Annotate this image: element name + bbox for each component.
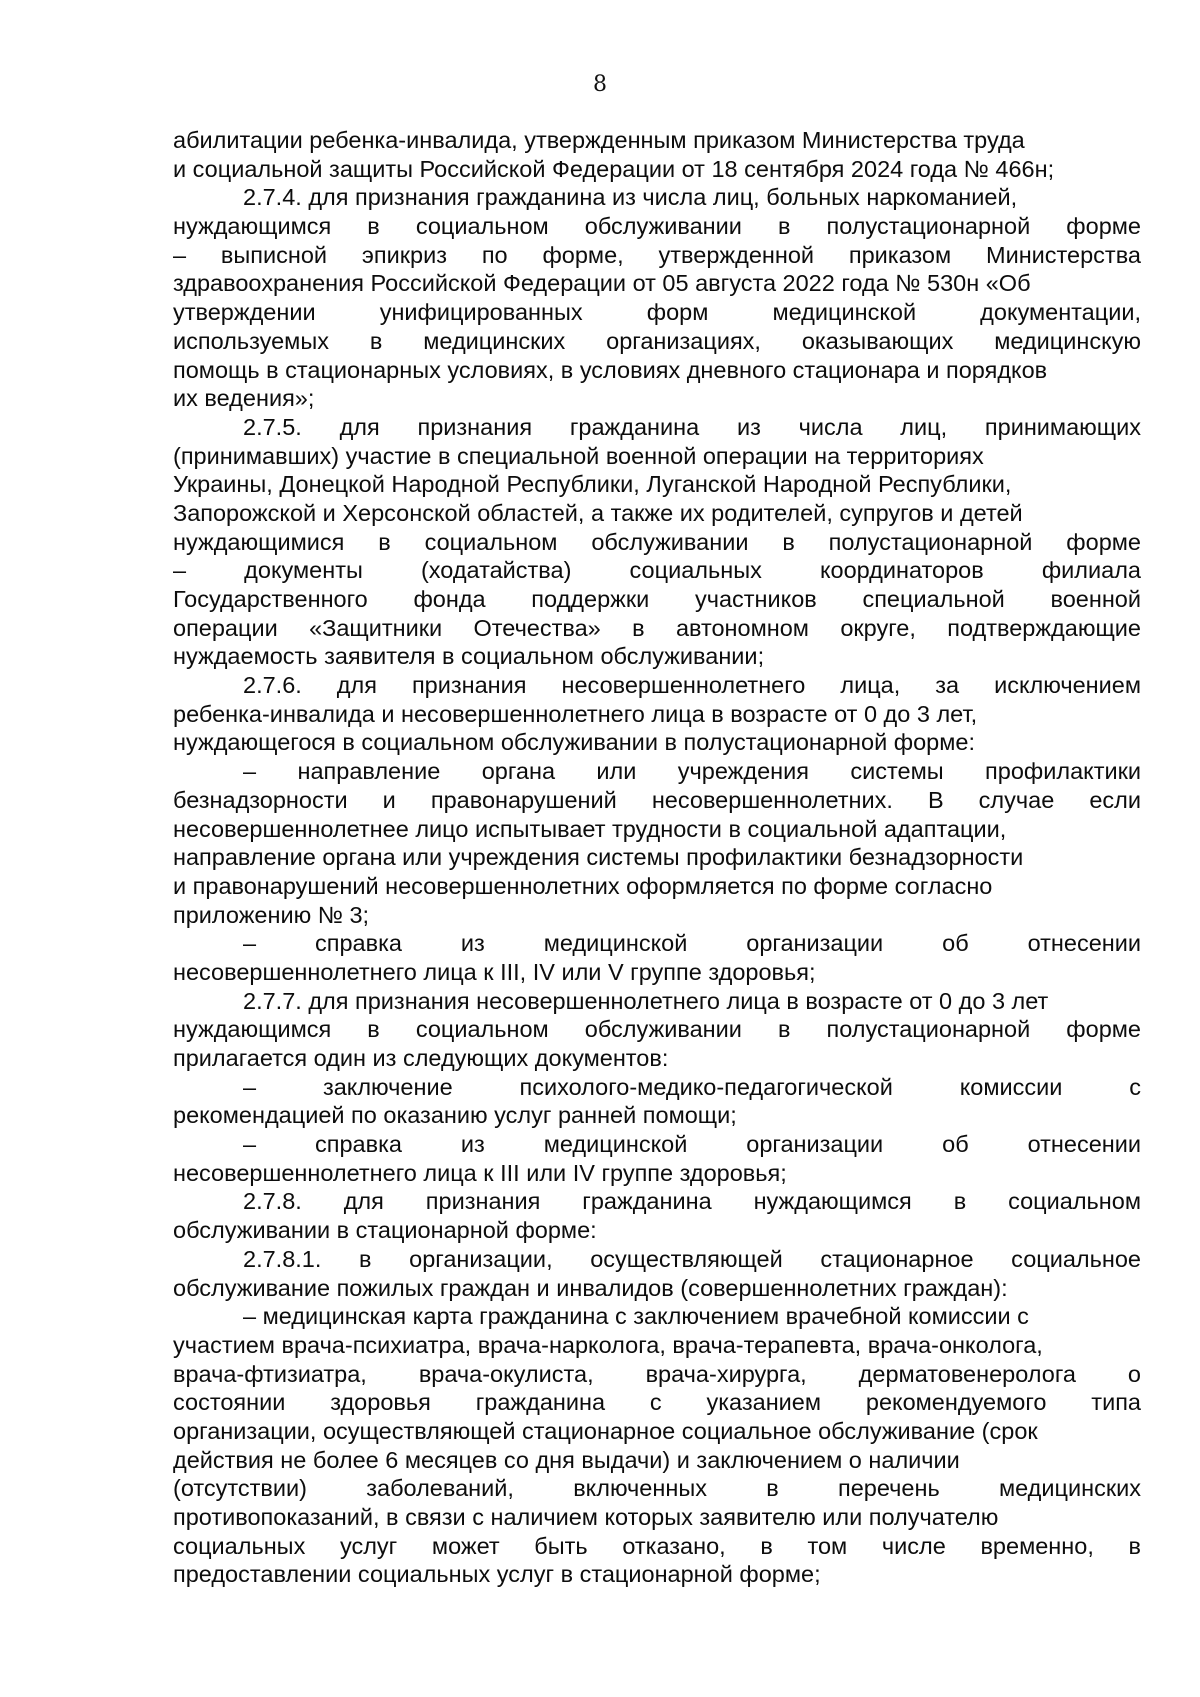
text-line: прилагается один из следующих документов: <box>173 1045 669 1071</box>
text-line: 2.7.8. для признания гражданина нуждающимся в социальном <box>243 1188 1141 1215</box>
text-line: помощь в стационарных условиях, в условиях дневного стационара и порядков <box>173 356 1048 383</box>
text-line: используемых в медицинских организациях, оказывающих медицинскую <box>173 327 1141 354</box>
document-body <box>173 126 1141 1589</box>
text-line: Запорожской и Херсонской областей, а также их родителей, супругов и детей <box>173 499 1023 526</box>
text-line: несовершеннолетнего лица к III или IV группе здоровья; <box>173 1159 787 1186</box>
text-line: 2.7.5. для признания гражданина из числа лиц, принимающих <box>243 413 1141 440</box>
text-line: операции «Защитники Отечества» в автономном округе, подтверждающие <box>173 614 1141 641</box>
text-line: – справка из медицинской организации об отнесении <box>243 1131 1141 1158</box>
text-line: нуждаемость заявителя в социальном обслуживании; <box>173 643 765 670</box>
text-line: несовершеннолетнего лица к III, IV или V группе здоровья; <box>173 958 816 985</box>
text-line: здравоохранения Российской Федерации от 05 августа 2022 года № 530н «Об <box>173 270 1031 297</box>
text-line: – направление органа или учреждения системы профилактики <box>243 758 1141 785</box>
text-line: состоянии здоровья гражданина с указанием рекомендуемого типа <box>173 1389 1141 1416</box>
text-line: 2.7.7. для признания несовершеннолетнего лица в возрасте от 0 до 3 лет <box>243 987 1049 1014</box>
text-line: – документы (ходатайства) социальных координаторов филиала <box>173 557 1141 584</box>
text-line: и социальной защиты Российской Федерации от 18 сентября 2024 года № 466н; <box>173 155 1055 182</box>
text-line: абилитации ребенка-инвалида, утвержденным приказом Министерства труда <box>173 127 1025 153</box>
text-line: несовершеннолетнее лицо испытывает трудности в социальной адаптации, <box>173 815 1007 842</box>
text-line: утверждении унифицированных форм медицинской документации, <box>173 299 1141 326</box>
text-line: 2.7.6. для признания несовершеннолетнего лица, за исключением <box>243 672 1141 699</box>
text-line: – выписной эпикриз по форме, утвержденной приказом Министерства <box>173 241 1141 268</box>
text-line: действия не более 6 месяцев со дня выдачи) и заключением о наличии <box>173 1446 960 1473</box>
text-line: – медицинская карта гражданина с заключением врачебной комиссии с <box>243 1303 1029 1330</box>
text-line: предоставлении социальных услуг в стационарной форме; <box>173 1561 821 1588</box>
text-line: противопоказаний, в связи с наличием которых заявителю или получателю <box>173 1504 999 1530</box>
page-number: 8 <box>593 72 607 97</box>
text-line: ребенка-инвалида и несовершеннолетнего лица в возрасте от 0 до 3 лет, <box>173 700 978 727</box>
text-line: нуждающегося в социальном обслуживании в полустационарной форме: <box>173 729 975 756</box>
text-line: рекомендацией по оказанию услуг ранней помощи; <box>173 1102 737 1129</box>
text-line: Украины, Донецкой Народной Республики, Луганской Народной Республики, <box>173 471 1012 498</box>
text-line: Государственного фонда поддержки участников специальной военной <box>173 586 1141 612</box>
text-line: социальных услуг может быть отказано, в том числе временно, в <box>173 1532 1141 1559</box>
text-line: нуждающимися в социальном обслуживании в полустационарной форме <box>173 528 1141 555</box>
text-line: и правонарушений несовершеннолетних оформляется по форме согласно <box>173 872 993 899</box>
text-line: их ведения»; <box>173 385 315 412</box>
text-line: приложению № 3; <box>173 901 370 928</box>
text-line: 2.7.4. для признания гражданина из числа лиц, больных наркоманией, <box>243 184 1018 211</box>
text-line: 2.7.8.1. в организации, осуществляющей стационарное социальное <box>243 1245 1141 1272</box>
text-line: нуждающимся в социальном обслуживании в полустационарной форме <box>173 213 1141 240</box>
text-line: нуждающимся в социальном обслуживании в полустационарной форме <box>173 1016 1141 1043</box>
text-line: – справка из медицинской организации об отнесении <box>243 930 1141 957</box>
text-line: направление органа или учреждения системы профилактики безнадзорности <box>173 844 1024 871</box>
text-line: обслуживание пожилых граждан и инвалидов (совершеннолетних граждан): <box>173 1274 1008 1301</box>
text-line: безнадзорности и правонарушений несовершеннолетних. В случае если <box>173 786 1141 813</box>
text-line: обслуживании в стационарной форме: <box>173 1217 597 1244</box>
text-line: (принимавших) участие в специальной военной операции на территориях <box>173 442 984 469</box>
text-line: – заключение психолого-медико-педагогической комиссии с <box>243 1073 1141 1100</box>
text-line: врача-фтизиатра, врача-окулиста, врача-хирурга, дерматовенеролога о <box>173 1360 1141 1387</box>
text-line: (отсутствии) заболеваний, включенных в перечень медицинских <box>173 1475 1141 1502</box>
text-line: организации, осуществляющей стационарное социальное обслуживание (срок <box>173 1417 1038 1444</box>
text-line: участием врача-психиатра, врача-нарколога, врача-терапевта, врача-онколога, <box>173 1331 1043 1358</box>
